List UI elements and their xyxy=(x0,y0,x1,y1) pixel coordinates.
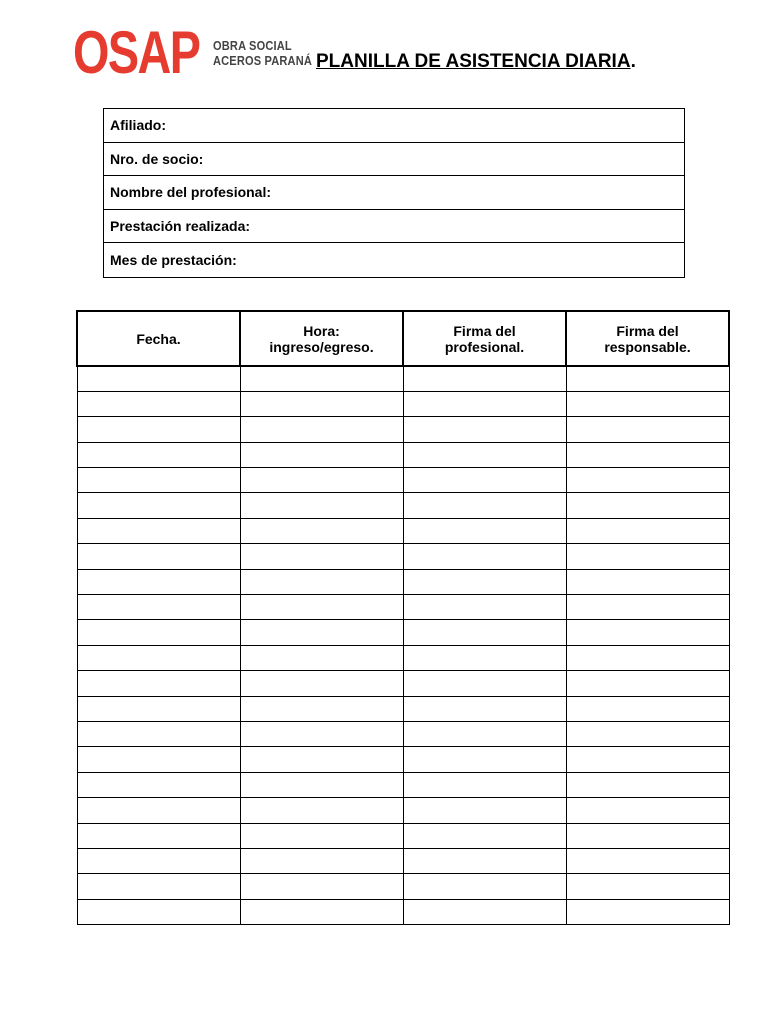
table-row xyxy=(77,798,729,823)
table-cell[interactable] xyxy=(566,747,729,772)
column-header-line: responsable. xyxy=(604,338,691,355)
table-cell[interactable] xyxy=(566,620,729,645)
table-row xyxy=(77,671,729,696)
info-box xyxy=(103,108,685,278)
table-cell[interactable] xyxy=(77,493,240,518)
table-cell[interactable] xyxy=(77,417,240,442)
table-cell[interactable] xyxy=(403,823,566,848)
column-header xyxy=(403,311,566,366)
table-body xyxy=(77,366,729,925)
attendance-table xyxy=(76,310,730,925)
page-title-text: PLANILLA DE ASISTENCIA DIARIA xyxy=(316,51,631,72)
table-cell[interactable] xyxy=(77,848,240,873)
table-cell[interactable] xyxy=(566,391,729,416)
table-cell[interactable] xyxy=(566,848,729,873)
table-cell[interactable] xyxy=(77,518,240,543)
table-cell[interactable] xyxy=(77,747,240,772)
table-cell[interactable] xyxy=(77,442,240,467)
table-cell[interactable] xyxy=(403,595,566,620)
table-cell[interactable] xyxy=(240,874,403,899)
table-cell[interactable] xyxy=(566,721,729,746)
table-row xyxy=(77,417,729,442)
logo-line-2: ACEROS PARANÁ xyxy=(213,53,313,68)
table-cell[interactable] xyxy=(77,620,240,645)
table-cell[interactable] xyxy=(566,823,729,848)
table-row xyxy=(77,874,729,899)
table-cell[interactable] xyxy=(566,544,729,569)
table-cell[interactable] xyxy=(77,569,240,594)
table-cell[interactable] xyxy=(240,696,403,721)
table-cell[interactable] xyxy=(77,544,240,569)
table-cell[interactable] xyxy=(403,468,566,493)
table-row xyxy=(77,391,729,416)
info-row xyxy=(104,143,684,177)
column-header-line: ingreso/egreso. xyxy=(269,338,374,355)
table-cell[interactable] xyxy=(403,391,566,416)
column-header xyxy=(240,311,403,366)
table-cell[interactable] xyxy=(240,442,403,467)
table-cell[interactable] xyxy=(77,823,240,848)
table-row xyxy=(77,747,729,772)
info-row xyxy=(104,109,684,143)
table-cell[interactable] xyxy=(240,747,403,772)
table-cell[interactable] xyxy=(566,493,729,518)
table-cell[interactable] xyxy=(240,645,403,670)
osap-logo xyxy=(73,19,329,86)
table-cell[interactable] xyxy=(77,696,240,721)
table-row xyxy=(77,493,729,518)
table-cell[interactable] xyxy=(240,620,403,645)
table-cell[interactable] xyxy=(403,899,566,924)
table-cell[interactable] xyxy=(566,671,729,696)
table-cell[interactable] xyxy=(403,874,566,899)
table-row xyxy=(77,823,729,848)
table-cell[interactable] xyxy=(566,595,729,620)
table-row xyxy=(77,645,729,670)
page-title-suffix: . xyxy=(630,51,636,72)
table-cell[interactable] xyxy=(77,645,240,670)
table-cell[interactable] xyxy=(403,544,566,569)
info-label: Afiliado: xyxy=(110,117,166,134)
column-header-line: Hora: xyxy=(303,322,340,339)
column-header xyxy=(566,311,729,366)
table-cell[interactable] xyxy=(77,391,240,416)
table-cell[interactable] xyxy=(566,874,729,899)
table-cell[interactable] xyxy=(403,848,566,873)
table-row xyxy=(77,721,729,746)
table-cell[interactable] xyxy=(566,468,729,493)
table-cell[interactable] xyxy=(240,366,403,391)
table-cell[interactable] xyxy=(240,848,403,873)
table-cell[interactable] xyxy=(240,772,403,797)
table-cell[interactable] xyxy=(566,772,729,797)
info-row xyxy=(104,243,684,277)
table-cell[interactable] xyxy=(77,798,240,823)
table-cell[interactable] xyxy=(403,442,566,467)
table-cell[interactable] xyxy=(240,493,403,518)
column-header-line: Firma del xyxy=(453,322,516,339)
table-cell[interactable] xyxy=(240,595,403,620)
table-row xyxy=(77,569,729,594)
info-row xyxy=(104,176,684,210)
table-cell[interactable] xyxy=(77,772,240,797)
table-cell[interactable] xyxy=(240,671,403,696)
table-cell[interactable] xyxy=(240,518,403,543)
table-row xyxy=(77,518,729,543)
table-cell[interactable] xyxy=(403,696,566,721)
column-header-line: profesional. xyxy=(444,338,525,355)
info-label: Nro. de socio: xyxy=(110,150,204,167)
table-cell[interactable] xyxy=(566,569,729,594)
column-header-line: Fecha. xyxy=(136,330,181,347)
table-cell[interactable] xyxy=(403,645,566,670)
table-cell[interactable] xyxy=(77,468,240,493)
table-cell[interactable] xyxy=(240,417,403,442)
table-cell[interactable] xyxy=(566,442,729,467)
table-cell[interactable] xyxy=(77,721,240,746)
table-header-row xyxy=(77,311,729,366)
table-row xyxy=(77,696,729,721)
table-cell[interactable] xyxy=(403,620,566,645)
table-cell[interactable] xyxy=(566,518,729,543)
table-cell[interactable] xyxy=(240,544,403,569)
table-cell[interactable] xyxy=(77,671,240,696)
table-cell[interactable] xyxy=(566,696,729,721)
table-cell[interactable] xyxy=(566,366,729,391)
info-label: Mes de prestación: xyxy=(110,252,237,269)
table-row xyxy=(77,899,729,924)
table-cell[interactable] xyxy=(403,671,566,696)
table-row xyxy=(77,595,729,620)
table-cell[interactable] xyxy=(77,366,240,391)
table-cell[interactable] xyxy=(403,721,566,746)
table-row xyxy=(77,772,729,797)
info-row xyxy=(104,210,684,244)
table-row xyxy=(77,620,729,645)
table-cell[interactable] xyxy=(403,366,566,391)
table-row xyxy=(77,442,729,467)
table-cell[interactable] xyxy=(566,899,729,924)
page-title xyxy=(316,51,636,73)
table-cell[interactable] xyxy=(240,798,403,823)
table-row xyxy=(77,366,729,391)
table-cell[interactable] xyxy=(566,645,729,670)
logo-line-1: OBRA SOCIAL xyxy=(213,38,292,53)
table-cell[interactable] xyxy=(566,417,729,442)
table-cell[interactable] xyxy=(566,798,729,823)
table-row xyxy=(77,544,729,569)
table-cell[interactable] xyxy=(240,468,403,493)
table-cell[interactable] xyxy=(77,595,240,620)
table-cell[interactable] xyxy=(240,721,403,746)
column-header-line: Firma del xyxy=(616,322,679,339)
info-label: Nombre del profesional: xyxy=(110,184,272,201)
table-cell[interactable] xyxy=(240,569,403,594)
table-row xyxy=(77,468,729,493)
table-cell[interactable] xyxy=(403,798,566,823)
table-cell[interactable] xyxy=(403,493,566,518)
column-header xyxy=(77,311,240,366)
table-cell[interactable] xyxy=(77,874,240,899)
logo-mark: OSAP xyxy=(73,19,200,86)
logo-subtitle xyxy=(213,38,312,68)
table-cell[interactable] xyxy=(240,391,403,416)
table-cell[interactable] xyxy=(403,569,566,594)
table-cell[interactable] xyxy=(403,772,566,797)
table-cell[interactable] xyxy=(403,518,566,543)
table-cell[interactable] xyxy=(403,417,566,442)
table-cell[interactable] xyxy=(240,899,403,924)
table-row xyxy=(77,848,729,873)
table-cell[interactable] xyxy=(403,747,566,772)
table-cell[interactable] xyxy=(77,899,240,924)
info-label: Prestación realizada: xyxy=(110,218,251,235)
table-cell[interactable] xyxy=(240,823,403,848)
